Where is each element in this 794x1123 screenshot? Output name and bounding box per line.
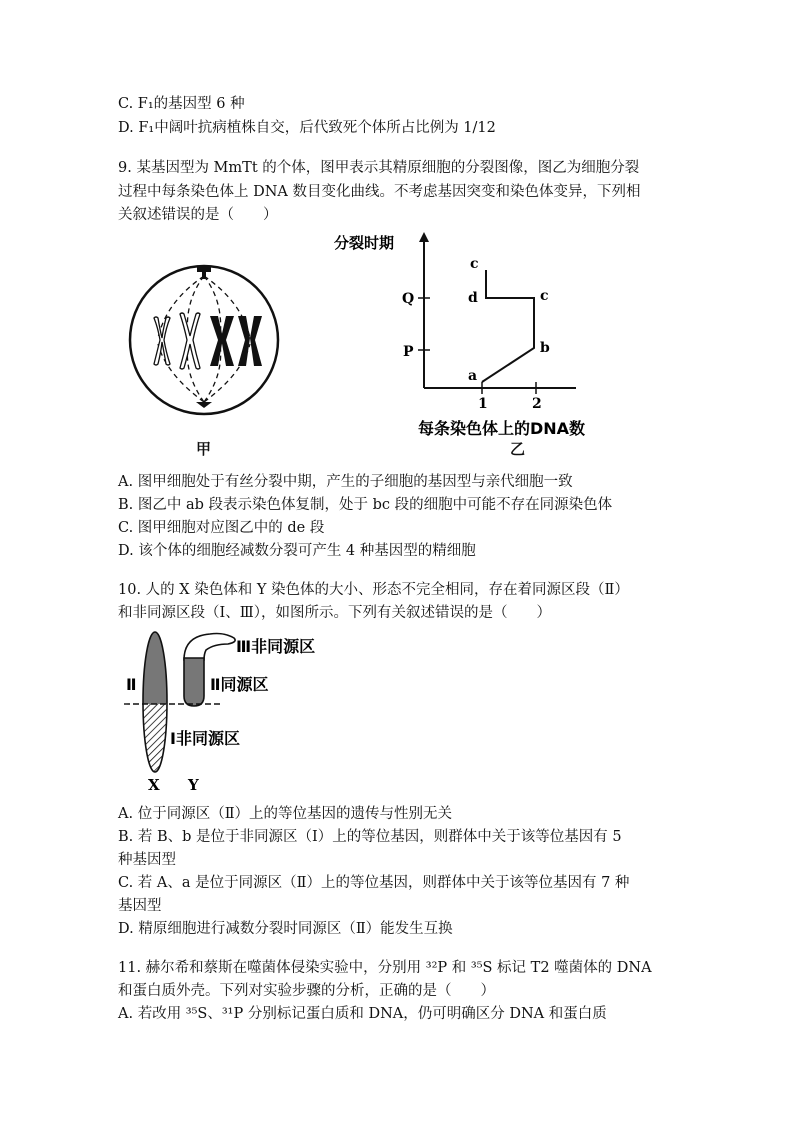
chart-point-c-right: c (540, 288, 549, 304)
q8-option-c: C. F₁的基因型 6 种 (118, 96, 245, 112)
q10-option-b-line-1: B. 若 B、b 是位于非同源区（Ⅰ）上的等位基因，则群体中关于该等位基因有 5 (118, 829, 622, 845)
chart-y-tick-q: P (403, 344, 414, 360)
figure-jia-caption: 甲 (196, 440, 212, 458)
figure-jia-cell (126, 262, 282, 418)
q10-option-c-line-2: 基因型 (118, 898, 162, 914)
q10-stem-line-2: 和非同源区段（Ⅰ、Ⅲ），如图所示。下列有关叙述错误的是（ ） (118, 605, 551, 621)
q8-option-d: D. F₁中阔叶抗病植株自交，后代致死个体所占比例为 1/12 (118, 120, 496, 136)
q10-option-a: A. 位于同源区（Ⅱ）上的等位基因的遗传与性别无关 (118, 806, 453, 822)
q9-option-c: C. 图甲细胞对应图乙中的 de 段 (118, 520, 325, 536)
label-ii-homologous: Ⅱ同源区 (210, 675, 269, 694)
q9-stem-line-3: 关叙述错误的是（ ） (118, 207, 278, 223)
y-chromosome-arm (184, 634, 235, 661)
q10-option-b-line-2: 种基因型 (118, 852, 176, 868)
chart-point-d: d (468, 290, 478, 306)
q10-stem-line-1: 10. 人的 X 染色体和 Y 染色体的大小、形态不完全相同，存在着同源区段（Ⅱ） (118, 582, 629, 598)
q9-option-b: B. 图乙中 ab 段表示染色体复制，处于 bc 段的细胞中可能不存在同源染色体 (118, 497, 613, 513)
figure-yi-caption: 乙 (510, 440, 526, 458)
label-iii-nonhomologous: Ⅲ非同源区 (236, 637, 316, 656)
label-x: X (148, 776, 160, 794)
q9-stem-line-2: 过程中每条染色体上 DNA 数目变化曲线。不考虑基因突变和染色体变异，下列相 (118, 184, 641, 200)
chart-point-a: a (468, 368, 478, 384)
q11-stem-line-2: 和蛋白质外壳。下列对实验步骤的分析，正确的是（ ） (118, 983, 495, 999)
q10-option-d: D. 精原细胞进行减数分裂时同源区（Ⅱ）能发生互换 (118, 921, 453, 937)
q9-option-a: A. 图甲细胞处于有丝分裂中期，产生的子细胞的基因型与亲代细胞一致 (118, 474, 573, 490)
label-ii-left: Ⅱ (126, 675, 137, 694)
q10-option-c-line-1: C. 若 A、a 是位于同源区（Ⅱ）上的等位基因，则群体中关于该等位基因有 7 种 (118, 875, 630, 891)
q9-stem-line-1: 9. 某基因型为 MmTt 的个体，图甲表示其精原细胞的分裂图像，图乙为细胞分裂 (118, 160, 640, 176)
label-y: Y (188, 776, 199, 794)
chart-point-c-top: c (470, 256, 479, 272)
chart-point-b: b (540, 340, 550, 356)
chart-x-tick-1: 1 (478, 396, 488, 412)
label-i-nonhomologous: Ⅰ非同源区 (170, 729, 240, 748)
q11-option-a: A. 若改用 ³⁵S、³¹P 分别标记蛋白质和 DNA，仍可明确区分 DNA 和蛋白质 (118, 1006, 607, 1022)
figure-yi-chart (330, 228, 620, 440)
chart-dna-curve (482, 270, 534, 382)
y-chromosome-body (184, 658, 204, 706)
chart-x-tick-2: 2 (532, 396, 542, 412)
chart-y-axis-label: 分裂时期 (334, 234, 395, 252)
figure-xy-chromosomes (118, 630, 338, 796)
chart-y-tick-p: Q (402, 291, 415, 307)
q11-stem-line-1: 11. 赫尔希和蔡斯在噬菌体侵染实验中，分别用 ³²P 和 ³⁵S 标记 T2 噬菌体的 DNA (118, 960, 652, 976)
chart-x-axis-label: 每条染色体上的DNA数 (418, 419, 586, 438)
q9-option-d: D. 该个体的细胞经减数分裂可产生 4 种基因型的精细胞 (118, 543, 476, 559)
